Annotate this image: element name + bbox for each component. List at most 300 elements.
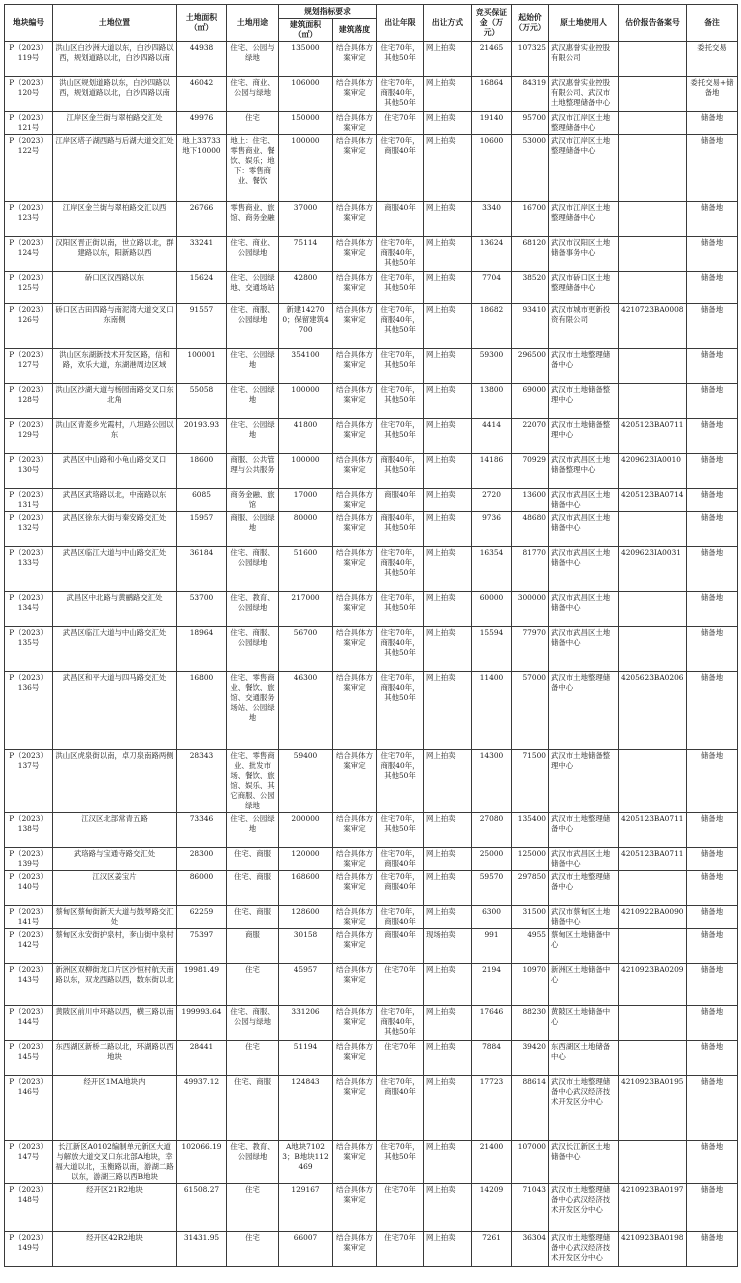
cell-build-depth: 结合具体方案审定 <box>333 512 377 547</box>
cell-usage: 住宅、公园绿地 <box>227 419 279 454</box>
cell-original-user: 武汉市土地整理储备中心 <box>549 672 619 750</box>
cell-build-area: 56700 <box>279 627 333 672</box>
cell-deposit: 13800 <box>472 384 512 419</box>
cell-location: 江岸区金兰街与翠柏路交汇处 <box>53 112 177 135</box>
cell-usage: 商务金融、旅馆 <box>227 489 279 512</box>
cell-location: 东西湖区新桥二路以北，环湖路以西地块 <box>53 1041 177 1076</box>
cell-filing-no <box>619 384 687 419</box>
cell-usage: 商服 <box>227 929 279 964</box>
cell-filing-no: 4210922BA0090 <box>619 906 687 929</box>
cell-id: P（2023）124号 <box>5 237 53 272</box>
cell-start-price: 95700 <box>512 112 549 135</box>
cell-remark: 储备地 <box>687 135 738 202</box>
cell-location: 长江新区A0102编制单元新区大道与解放大道交叉口东北部A地块，幸福大道以北，玉衡路以南，游湖二路以东，游湖三路以西B地块 <box>53 1141 177 1184</box>
cell-location: 江岸区金兰街与翠柏路交汇以西 <box>53 202 177 237</box>
cell-start-price: 81770 <box>512 547 549 592</box>
cell-method: 网上拍卖 <box>424 349 472 384</box>
cell-location: 武昌区中北路与黄鹂路交汇处 <box>53 592 177 627</box>
table-row <box>5 1141 738 1184</box>
cell-remark: 储备地 <box>687 871 738 906</box>
cell-start-price: 10970 <box>512 964 549 1006</box>
cell-original-user: 武汉惠誉实业控股有限公司、武汉市土地整理储备中心 <box>549 77 619 112</box>
cell-usage: 零售商业、旅馆、商务金融 <box>227 202 279 237</box>
cell-filing-no: 4210923BA0197 <box>619 1184 687 1232</box>
cell-filing-no <box>619 77 687 112</box>
cell-usage: 住宅、零售商业、餐饮、旅馆、交通服务场站、公园绿地 <box>227 672 279 750</box>
header-deposit: 竞买保证金（万元） <box>472 5 512 42</box>
cell-area: 49937.12 <box>177 1076 227 1141</box>
cell-filing-no <box>619 272 687 304</box>
cell-term: 住宅70年，商服40年，其他50年 <box>377 304 424 349</box>
cell-area: 26766 <box>177 202 227 237</box>
cell-method: 网上拍卖 <box>424 1006 472 1041</box>
cell-build-depth: 结合具体方案审定 <box>333 454 377 489</box>
cell-area: 28441 <box>177 1041 227 1076</box>
cell-start-price: 71043 <box>512 1184 549 1232</box>
cell-id: P（2023）135号 <box>5 627 53 672</box>
cell-id: P（2023）142号 <box>5 929 53 964</box>
cell-area: 46042 <box>177 77 227 112</box>
cell-remark: 储备地 <box>687 349 738 384</box>
table-row <box>5 627 738 672</box>
cell-build-area: 120000 <box>279 848 333 871</box>
cell-original-user: 武汉市汉阳区土地储备事务中心 <box>549 237 619 272</box>
cell-build-depth: 结合具体方案审定 <box>333 135 377 202</box>
cell-remark: 储备地 <box>687 906 738 929</box>
header-remark: 备注 <box>687 5 738 42</box>
cell-usage: 住宅 <box>227 1184 279 1232</box>
cell-original-user: 武汉市土地储备整理中心 <box>549 419 619 454</box>
cell-build-area: 128600 <box>279 906 333 929</box>
cell-method: 网上拍卖 <box>424 202 472 237</box>
cell-filing-no <box>619 1141 687 1184</box>
cell-filing-no <box>619 42 687 77</box>
cell-method: 网上拍卖 <box>424 547 472 592</box>
cell-build-area: 354100 <box>279 349 333 384</box>
cell-build-area: 51194 <box>279 1041 333 1076</box>
cell-start-price: 107325 <box>512 42 549 77</box>
cell-area: 28300 <box>177 848 227 871</box>
cell-original-user: 武汉市江岸区土地整理储备中心 <box>549 112 619 135</box>
cell-term: 住宅70年，其他50年 <box>377 1141 424 1184</box>
cell-term: 住宅70年 <box>377 1184 424 1232</box>
header-id: 地块编号 <box>5 5 53 42</box>
cell-build-area: 200000 <box>279 813 333 848</box>
cell-original-user: 武汉惠誉实业控股有限公司 <box>549 42 619 77</box>
cell-build-area: 30158 <box>279 929 333 964</box>
cell-remark: 储备地 <box>687 454 738 489</box>
cell-original-user: 武汉市土地整理储备中心武汉经济技术开发区分中心 <box>549 1232 619 1267</box>
cell-build-depth: 结合具体方案审定 <box>333 202 377 237</box>
cell-remark: 储备地 <box>687 547 738 592</box>
cell-term: 商服40年 <box>377 929 424 964</box>
table-row <box>5 1006 738 1041</box>
cell-usage: 住宅、教育、公园绿地 <box>227 1141 279 1184</box>
cell-build-depth: 结合具体方案审定 <box>333 964 377 1006</box>
cell-usage: 住宅 <box>227 1041 279 1076</box>
cell-method: 网上拍卖 <box>424 454 472 489</box>
table-row <box>5 848 738 871</box>
cell-build-area: 331206 <box>279 1006 333 1041</box>
table-row <box>5 813 738 848</box>
cell-remark: 储备地 <box>687 1184 738 1232</box>
cell-location: 江汉区姜宝片 <box>53 871 177 906</box>
cell-build-area: 17000 <box>279 489 333 512</box>
cell-remark: 储备地 <box>687 1076 738 1141</box>
cell-id: P（2023）131号 <box>5 489 53 512</box>
table-row <box>5 237 738 272</box>
cell-start-price: 84319 <box>512 77 549 112</box>
cell-build-area: 129167 <box>279 1184 333 1232</box>
cell-id: P（2023）129号 <box>5 419 53 454</box>
table-row <box>5 42 738 77</box>
cell-original-user: 武汉市武昌区土地储备中心 <box>549 848 619 871</box>
cell-id: P（2023）134号 <box>5 592 53 627</box>
cell-original-user: 武汉市土地储备整理中心 <box>549 750 619 813</box>
cell-filing-no <box>619 237 687 272</box>
cell-usage: 住宅、商服 <box>227 871 279 906</box>
cell-area: 6085 <box>177 489 227 512</box>
header-planning: 规划指标要求 <box>279 5 377 19</box>
cell-method: 网上拍卖 <box>424 237 472 272</box>
cell-original-user: 武汉市蔡甸区土地储备中心 <box>549 906 619 929</box>
cell-build-depth: 结合具体方案审定 <box>333 384 377 419</box>
cell-usage: 住宅 <box>227 1232 279 1267</box>
cell-original-user: 武汉市土地整理储备中心 <box>549 349 619 384</box>
cell-term: 住宅70年，商服40年 <box>377 135 424 202</box>
cell-method: 网上拍卖 <box>424 592 472 627</box>
cell-location: 洪山区青菱乡光霞村，八坦路公园以东 <box>53 419 177 454</box>
cell-id: P（2023）126号 <box>5 304 53 349</box>
cell-filing-no <box>619 627 687 672</box>
cell-original-user: 武汉市江岸区土地整理储备中心 <box>549 202 619 237</box>
cell-start-price: 296500 <box>512 349 549 384</box>
cell-id: P（2023）143号 <box>5 964 53 1006</box>
cell-area: 33241 <box>177 237 227 272</box>
cell-id: P（2023）138号 <box>5 813 53 848</box>
cell-id: P（2023）148号 <box>5 1184 53 1232</box>
cell-deposit: 16354 <box>472 547 512 592</box>
cell-term: 住宅70年，商服40年，其他50年 <box>377 672 424 750</box>
cell-remark: 储备地 <box>687 1006 738 1041</box>
cell-id: P（2023）141号 <box>5 906 53 929</box>
cell-start-price: 48680 <box>512 512 549 547</box>
cell-location: 洪山区东湖新技术开发区路，信和路，欢乐大道，东湖港周边区域 <box>53 349 177 384</box>
cell-usage: 住宅、商服 <box>227 1076 279 1141</box>
cell-start-price: 4955 <box>512 929 549 964</box>
cell-start-price: 16700 <box>512 202 549 237</box>
cell-location: 武昌区临江大道与中山路交汇处 <box>53 547 177 592</box>
cell-original-user: 东西湖区土地储备中心 <box>549 1041 619 1076</box>
cell-method: 网上拍卖 <box>424 1041 472 1076</box>
cell-area: 19981.49 <box>177 964 227 1006</box>
cell-term: 商服40年，其他50年 <box>377 512 424 547</box>
cell-build-depth: 结合具体方案审定 <box>333 1006 377 1041</box>
cell-remark: 储备地 <box>687 1141 738 1184</box>
cell-id: P（2023）146号 <box>5 1076 53 1141</box>
cell-id: P（2023）149号 <box>5 1232 53 1267</box>
cell-deposit: 17723 <box>472 1076 512 1141</box>
cell-filing-no <box>619 1041 687 1076</box>
table-row <box>5 964 738 1006</box>
cell-deposit: 14209 <box>472 1184 512 1232</box>
table-row <box>5 512 738 547</box>
table-row <box>5 135 738 202</box>
cell-deposit: 59570 <box>472 871 512 906</box>
cell-usage: 住宅、公园绿地 <box>227 813 279 848</box>
cell-build-area: 150000 <box>279 112 333 135</box>
cell-start-price: 57000 <box>512 672 549 750</box>
cell-term: 住宅70年，其他50年 <box>377 813 424 848</box>
cell-deposit: 14186 <box>472 454 512 489</box>
cell-usage: 住宅 <box>227 964 279 1006</box>
header-location: 土地位置 <box>53 5 177 42</box>
cell-build-depth: 结合具体方案审定 <box>333 272 377 304</box>
cell-build-area: 168600 <box>279 871 333 906</box>
cell-start-price: 68120 <box>512 237 549 272</box>
cell-build-depth: 结合具体方案审定 <box>333 672 377 750</box>
cell-area: 地上33733 地下10000 <box>177 135 227 202</box>
table-row <box>5 454 738 489</box>
cell-term: 住宅70年，商服40年，其他50年 <box>377 77 424 112</box>
cell-deposit: 25000 <box>472 848 512 871</box>
cell-term: 住宅70年，商服40年 <box>377 848 424 871</box>
cell-deposit: 10600 <box>472 135 512 202</box>
cell-area: 36184 <box>177 547 227 592</box>
cell-method: 网上拍卖 <box>424 42 472 77</box>
cell-filing-no <box>619 112 687 135</box>
cell-remark: 委托交易+储备地 <box>687 77 738 112</box>
cell-usage: 住宅、公园绿地、交通场站 <box>227 272 279 304</box>
cell-id: P（2023）132号 <box>5 512 53 547</box>
table-row <box>5 929 738 964</box>
cell-area: 15624 <box>177 272 227 304</box>
table-row <box>5 77 738 112</box>
cell-build-area: 51600 <box>279 547 333 592</box>
cell-usage: 住宅、商业、公园绿地 <box>227 237 279 272</box>
cell-filing-no <box>619 929 687 964</box>
cell-method: 网上拍卖 <box>424 906 472 929</box>
cell-build-area: 41800 <box>279 419 333 454</box>
cell-usage: 住宅、零售商业、批发市场、餐饮、旅馆、娱乐、其它商服、公园绿地 <box>227 750 279 813</box>
cell-usage: 住宅、教育、公园绿地 <box>227 592 279 627</box>
cell-area: 49976 <box>177 112 227 135</box>
cell-remark: 储备地 <box>687 813 738 848</box>
cell-filing-no: 4205123BA0711 <box>619 813 687 848</box>
cell-build-area: 100000 <box>279 384 333 419</box>
cell-id: P（2023）133号 <box>5 547 53 592</box>
cell-deposit: 60000 <box>472 592 512 627</box>
cell-id: P（2023）125号 <box>5 272 53 304</box>
cell-original-user: 武汉市土地整理储备中心武汉经济技术开发区分中心 <box>549 1076 619 1141</box>
table-row <box>5 672 738 750</box>
cell-remark: 储备地 <box>687 672 738 750</box>
cell-area: 44938 <box>177 42 227 77</box>
cell-deposit: 9736 <box>472 512 512 547</box>
cell-start-price: 69000 <box>512 384 549 419</box>
cell-term: 商服40年，其他50年 <box>377 454 424 489</box>
cell-build-depth: 结合具体方案审定 <box>333 1076 377 1141</box>
cell-remark: 储备地 <box>687 1041 738 1076</box>
cell-original-user: 武汉市江岸区土地整理储备中心 <box>549 135 619 202</box>
cell-build-depth: 结合具体方案审定 <box>333 627 377 672</box>
cell-build-area: 217000 <box>279 592 333 627</box>
header-original-user: 原土地使用人 <box>549 5 619 42</box>
cell-usage: 住宅、商服、公园绿地 <box>227 547 279 592</box>
cell-area: 75397 <box>177 929 227 964</box>
cell-area: 31431.95 <box>177 1232 227 1267</box>
cell-deposit: 7261 <box>472 1232 512 1267</box>
cell-area: 20193.93 <box>177 419 227 454</box>
cell-usage: 住宅、商服、公园与绿地 <box>227 1006 279 1041</box>
cell-usage: 住宅、商服 <box>227 848 279 871</box>
cell-deposit: 59300 <box>472 349 512 384</box>
cell-method: 网上拍卖 <box>424 419 472 454</box>
cell-location: 蔡甸区蔡甸街新天大道与鼓琴路交汇处 <box>53 906 177 929</box>
cell-remark: 储备地 <box>687 1232 738 1267</box>
cell-location: 武昌区中山路和小龟山路交叉口 <box>53 454 177 489</box>
cell-term: 住宅70年，商服40年 <box>377 906 424 929</box>
cell-remark: 委托交易 <box>687 42 738 77</box>
cell-location: 江岸区塔子湖西路与后湖大道交汇处 <box>53 135 177 202</box>
header-start-price: 起始价（万元） <box>512 5 549 42</box>
cell-build-area: 124843 <box>279 1076 333 1141</box>
cell-deposit: 21400 <box>472 1141 512 1184</box>
cell-location: 硚口区汉西路以东 <box>53 272 177 304</box>
cell-usage: 住宅、商业、公园与绿地 <box>227 77 279 112</box>
cell-usage: 商服、公园绿地 <box>227 512 279 547</box>
cell-id: P（2023）140号 <box>5 871 53 906</box>
cell-id: P（2023）122号 <box>5 135 53 202</box>
cell-deposit: 21465 <box>472 42 512 77</box>
cell-build-depth: 结合具体方案审定 <box>333 848 377 871</box>
cell-method: 网上拍卖 <box>424 1141 472 1184</box>
table-body <box>5 42 738 1267</box>
header-usage: 土地用途 <box>227 5 279 42</box>
cell-area: 28343 <box>177 750 227 813</box>
cell-build-depth: 结合具体方案审定 <box>333 547 377 592</box>
cell-start-price: 39420 <box>512 1041 549 1076</box>
cell-deposit: 6300 <box>472 906 512 929</box>
cell-deposit: 16864 <box>472 77 512 112</box>
cell-build-depth: 结合具体方案审定 <box>333 489 377 512</box>
cell-remark: 储备地 <box>687 512 738 547</box>
cell-filing-no <box>619 592 687 627</box>
cell-original-user: 武汉长江新区土地储备中心 <box>549 1141 619 1184</box>
table-row <box>5 489 738 512</box>
cell-deposit: 4414 <box>472 419 512 454</box>
cell-original-user: 武汉市武昌区土地储备中心 <box>549 512 619 547</box>
cell-term: 住宅70年 <box>377 1041 424 1076</box>
cell-location: 经开区1MA地块内 <box>53 1076 177 1141</box>
cell-area: 199993.64 <box>177 1006 227 1041</box>
cell-build-depth: 结合具体方案审定 <box>333 237 377 272</box>
cell-start-price: 22070 <box>512 419 549 454</box>
cell-term: 住宅70年，商服40年，其他50年 <box>377 237 424 272</box>
cell-remark: 储备地 <box>687 627 738 672</box>
cell-method: 现场拍卖 <box>424 929 472 964</box>
cell-id: P（2023）127号 <box>5 349 53 384</box>
cell-method: 网上拍卖 <box>424 384 472 419</box>
cell-location: 武昌区徐东大街与秦安路交汇处 <box>53 512 177 547</box>
cell-original-user: 武汉市武昌区土地储备中心 <box>549 592 619 627</box>
cell-deposit: 17646 <box>472 1006 512 1041</box>
cell-filing-no <box>619 871 687 906</box>
cell-deposit: 991 <box>472 929 512 964</box>
table-row <box>5 750 738 813</box>
cell-method: 网上拍卖 <box>424 135 472 202</box>
cell-build-area: 42800 <box>279 272 333 304</box>
cell-id: P（2023）147号 <box>5 1141 53 1184</box>
cell-location: 武昌区临江大道与中山路交汇处 <box>53 627 177 672</box>
cell-original-user: 新洲区土地储备中心 <box>549 964 619 1006</box>
cell-method: 网上拍卖 <box>424 848 472 871</box>
cell-id: P（2023）139号 <box>5 848 53 871</box>
table-row <box>5 272 738 304</box>
cell-location: 洪山区虎泉街以南，卓刀泉南路两侧 <box>53 750 177 813</box>
cell-deposit: 3340 <box>472 202 512 237</box>
cell-deposit: 15594 <box>472 627 512 672</box>
table-row <box>5 871 738 906</box>
cell-start-price: 31500 <box>512 906 549 929</box>
cell-method: 网上拍卖 <box>424 272 472 304</box>
cell-build-depth: 结合具体方案审定 <box>333 1041 377 1076</box>
cell-method: 网上拍卖 <box>424 964 472 1006</box>
cell-start-price: 88230 <box>512 1006 549 1041</box>
cell-area: 18600 <box>177 454 227 489</box>
cell-remark: 储备地 <box>687 384 738 419</box>
cell-usage: 地上：住宅、零售商业、餐饮、娱乐；地下：零售商业、餐饮 <box>227 135 279 202</box>
cell-original-user: 武汉市城市更新投资有限公司 <box>549 304 619 349</box>
cell-build-area: 100000 <box>279 454 333 489</box>
cell-term: 住宅70年，商服40年，其他50年 <box>377 750 424 813</box>
cell-build-area: 新建142700；保留建筑4700 <box>279 304 333 349</box>
cell-usage: 住宅、商服 <box>227 906 279 929</box>
cell-deposit: 11400 <box>472 672 512 750</box>
cell-method: 网上拍卖 <box>424 489 472 512</box>
cell-filing-no <box>619 1006 687 1041</box>
cell-area: 73346 <box>177 813 227 848</box>
cell-area: 62259 <box>177 906 227 929</box>
cell-location: 江汉区北部常青五路 <box>53 813 177 848</box>
cell-id: P（2023）120号 <box>5 77 53 112</box>
cell-start-price: 93410 <box>512 304 549 349</box>
cell-area: 55058 <box>177 384 227 419</box>
cell-method: 网上拍卖 <box>424 304 472 349</box>
cell-area: 100001 <box>177 349 227 384</box>
table-row <box>5 419 738 454</box>
cell-usage: 住宅、商服、公园绿地 <box>227 627 279 672</box>
cell-method: 网上拍卖 <box>424 871 472 906</box>
land-auction-table <box>4 4 738 1267</box>
cell-build-depth: 结合具体方案审定 <box>333 1184 377 1232</box>
cell-original-user: 武汉市武昌区土地储备中心 <box>549 627 619 672</box>
cell-location: 新洲区双柳街龙口片区沙恒村航天南路以东，双龙西路以西，数东街以北 <box>53 964 177 1006</box>
cell-start-price: 297850 <box>512 871 549 906</box>
cell-start-price: 300000 <box>512 592 549 627</box>
cell-location: 硚口区古田四路与南泥湾大道交叉口东南侧 <box>53 304 177 349</box>
table-row <box>5 1076 738 1141</box>
cell-term: 商服40年 <box>377 202 424 237</box>
cell-area: 15957 <box>177 512 227 547</box>
cell-area: 102066.19 <box>177 1141 227 1184</box>
cell-build-depth: 结合具体方案审定 <box>333 592 377 627</box>
cell-deposit: 19140 <box>472 112 512 135</box>
cell-term: 住宅70年 <box>377 112 424 135</box>
cell-method: 网上拍卖 <box>424 112 472 135</box>
cell-id: P（2023）136号 <box>5 672 53 750</box>
cell-deposit: 7704 <box>472 272 512 304</box>
